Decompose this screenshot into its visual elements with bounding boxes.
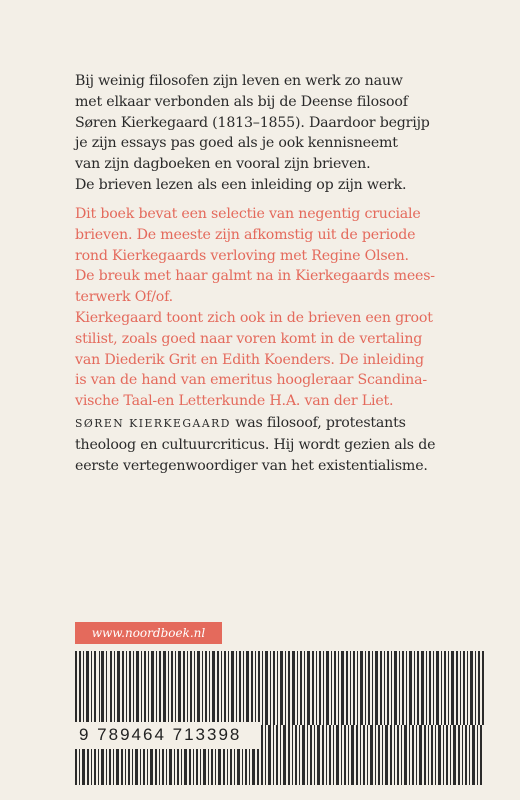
highlight-line: is van de hand van emeritus hoogleraar Scandina-	[75, 372, 427, 389]
author-bio	[75, 413, 485, 476]
intro-line: Søren Kierkegaard (1813–1855). Daardoor begrijp	[75, 114, 430, 131]
author-bio-line-3: eerste vertegenwoordiger van het existentialisme.	[75, 457, 428, 474]
highlight-line: Dit boek bevat een selectie van negentig cruciale	[75, 206, 421, 222]
author-bio-line-2: theoloog en cultuurcriticus. Hij wordt gezien als de	[75, 436, 436, 453]
author-bio-rest: was filosoof, protestants	[230, 415, 406, 431]
highlight-line: vische Taal-en Letterkunde H.A. van der Liet.	[75, 393, 394, 410]
highlight-line: stilist, zoals goed naar voren komt in de vertaling	[75, 330, 423, 347]
intro-paragraph	[75, 71, 485, 196]
barcode	[75, 651, 485, 786]
highlight-line: Kierkegaard toont zich ook in de brieven een groot	[75, 309, 433, 326]
intro-line: Bij weinig filosofen zijn leven en werk zo nauw	[75, 73, 403, 89]
intro-line: De brieven lezen als een inleiding op zijn werk.	[75, 176, 407, 193]
intro-line: van zijn dagboeken en vooral zijn brieven.	[75, 156, 371, 173]
isbn-number: 9 789464 713398	[75, 722, 260, 748]
publisher-url[interactable]: www.noordboek.nl	[75, 622, 222, 644]
highlight-line: van Diederik Grit en Edith Koenders. De inleiding	[75, 351, 424, 368]
intro-line: je zijn essays pas goed als je ook kennisneemt	[75, 135, 398, 152]
highlight-line: terwerk Of/of.	[75, 289, 173, 306]
highlight-line: rond Kierkegaards verloving met Regine Olsen.	[75, 247, 409, 264]
highlight-line: De breuk met haar galmt na in Kierkegaards mees-	[75, 268, 435, 285]
intro-line: met elkaar verbonden als bij de Deense filosoof	[75, 93, 408, 110]
highlight-line: brieven. De meeste zijn afkomstig uit de periode	[75, 226, 416, 243]
author-bio-line-1	[75, 413, 485, 435]
highlight-paragraph	[75, 204, 485, 412]
author-name: SØREN KIERKEGAARD	[75, 417, 231, 430]
barcode-graphic	[75, 651, 485, 786]
